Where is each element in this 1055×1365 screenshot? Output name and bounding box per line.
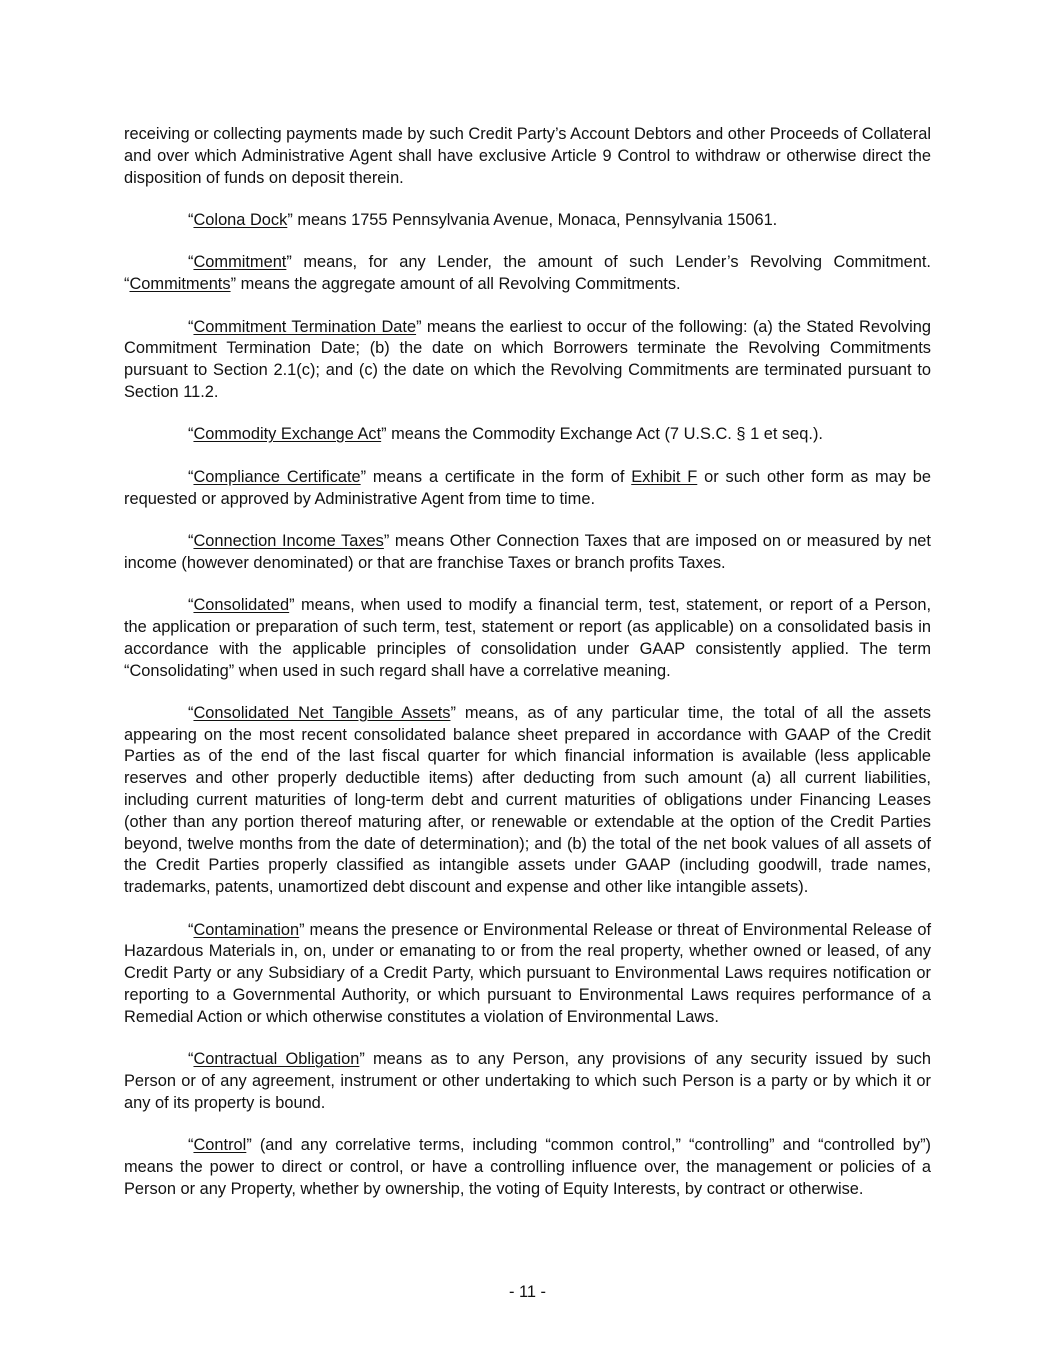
paragraph-continuation <box>124 124 931 189</box>
open-quote: “ <box>188 467 194 486</box>
definition-text: ” means, as of any particular time, the total of all the assets appearing on the most recent consolidated balance sheet prepared in accordance with GAAP of the Credit Parties as of the end of the last fiscal quarter for which financial information is available (less applicable reserves and other properly deductible items) after deducting from such amount (a) all current liabilities, including current maturities of long-term debt and current maturities of obligations under Financing Leases (other than any portion thereof maturing after, or renewable or extendable at the option of the Credit Parties beyond, twelve months from the date of determination); and (b) the total of the net book values of all assets of the Credit Parties properly classified as intangible assets under GAAP (including goodwill, trade names, trademarks, patents, unamortized debt discount and expense and other like intangible assets). <box>124 703 931 897</box>
open-quote: “ <box>188 425 194 444</box>
defined-term: Consolidated <box>193 596 290 615</box>
open-quote: “ <box>188 210 194 229</box>
definition-text: ” means Other Connection Taxes that are imposed on or measured by net income (however denominated) or that are franchise Taxes or branch profits Taxes. <box>124 531 931 572</box>
definition-connection-income-taxes <box>124 531 931 575</box>
defined-term: Commitment Termination Date <box>193 317 417 336</box>
definition-commodity-exchange-act <box>124 424 931 446</box>
definition-text-secondary: ” means the aggregate amount of all Revolving Commitments. <box>230 275 681 294</box>
definition-consolidated-net-tangible-assets <box>124 703 931 899</box>
definition-compliance-certificate <box>124 467 931 511</box>
definition-commitment-termination-date <box>124 317 931 404</box>
definition-contamination <box>124 920 931 1029</box>
defined-term: Control <box>193 1136 247 1155</box>
definition-text: ” means a certificate in the form of <box>360 467 632 486</box>
definition-text-secondary: or such other form as may be requested or approved by Administrative Agent from time to time. <box>124 467 931 508</box>
open-quote: “ <box>188 1050 194 1069</box>
document-page <box>124 124 931 1221</box>
open-quote: “ <box>188 531 194 550</box>
definition-text: ” means 1755 Pennsylvania Avenue, Monaca, Pennsylvania 15061. <box>287 210 778 229</box>
defined-term: Compliance Certificate <box>193 467 361 486</box>
definition-commitment <box>124 252 931 296</box>
definition-text: ” means the Commodity Exchange Act (7 U.S.C. § 1 et seq.). <box>381 425 823 444</box>
definition-colona-dock <box>124 210 931 232</box>
defined-term: Contractual Obligation <box>193 1050 360 1069</box>
defined-term-secondary: Commitments <box>129 275 231 294</box>
defined-term: Consolidated Net Tangible Assets <box>193 703 451 722</box>
definition-control <box>124 1135 931 1200</box>
definition-text: ” means the earliest to occur of the following: (a) the Stated Revolving Commitment Termination Date; (b) the date on which Borrowers terminate the Revolving Commitments pursuant to Section 2.1(c); and (c) the date on which the Revolving Commitments are terminated pursuant to Section 11.2. <box>124 317 931 401</box>
open-quote: “ <box>188 920 194 939</box>
page-number: - 11 - <box>508 1283 547 1301</box>
definition-text: ” means, for any Lender, the amount of such Lender’s Revolving Commitment. “ <box>124 253 931 294</box>
exhibit-reference: Exhibit F <box>631 467 698 486</box>
open-quote: “ <box>188 317 194 336</box>
defined-term: Colona Dock <box>193 210 288 229</box>
open-quote: “ <box>188 596 194 615</box>
defined-term: Commodity Exchange Act <box>193 425 382 444</box>
definition-text: ” means the presence or Environmental Release or threat of Environmental Release of Hazardous Materials in, on, under or emanating to or from the real property, whether owned or leased, of any Credit Party or any Subsidiary of a Credit Party, which pursuant to Environmental Laws requires notification or reporting to a Governmental Authority, or which pursuant to Environmental Laws requires performance of a Remedial Action or which otherwise constitutes a violation of Environmental Laws. <box>124 920 931 1026</box>
open-quote: “ <box>188 253 194 272</box>
definition-consolidated <box>124 595 931 682</box>
definition-text: ” means, when used to modify a financial term, test, statement, or report of a Person, the application or preparation of such term, test, statement or report (as applicable) on a consolidated basis in accordance with the applicable principles of consolidation under GAAP consistently applied. The term “Consolidating” when used in such regard shall have a correlative meaning. <box>124 596 931 680</box>
definition-text: ” (and any correlative terms, including “common control,” “controlling” and “controlled by”) means the power to direct or control, or have a controlling influence over, the management or policies of a Person or any Property, whether by ownership, the voting of Equity Interests, by contract or otherwise. <box>124 1136 931 1198</box>
open-quote: “ <box>188 1136 194 1155</box>
paragraph-text: receiving or collecting payments made by such Credit Party’s Account Debtors and other Proceeds of Collateral and over which Administrative Agent shall have exclusive Article 9 Control to withdraw or otherwise direct the disposition of funds on deposit therein. <box>124 125 931 187</box>
defined-term: Contamination <box>193 920 300 939</box>
definition-text: ” means as to any Person, any provisions of any security issued by such Person or of any agreement, instrument or other undertaking to which such Person is a party or by which it or any of its property is bound. <box>124 1050 931 1112</box>
defined-term: Commitment <box>193 253 287 272</box>
definition-contractual-obligation <box>124 1049 931 1114</box>
defined-term: Connection Income Taxes <box>193 531 384 550</box>
open-quote: “ <box>188 703 194 722</box>
